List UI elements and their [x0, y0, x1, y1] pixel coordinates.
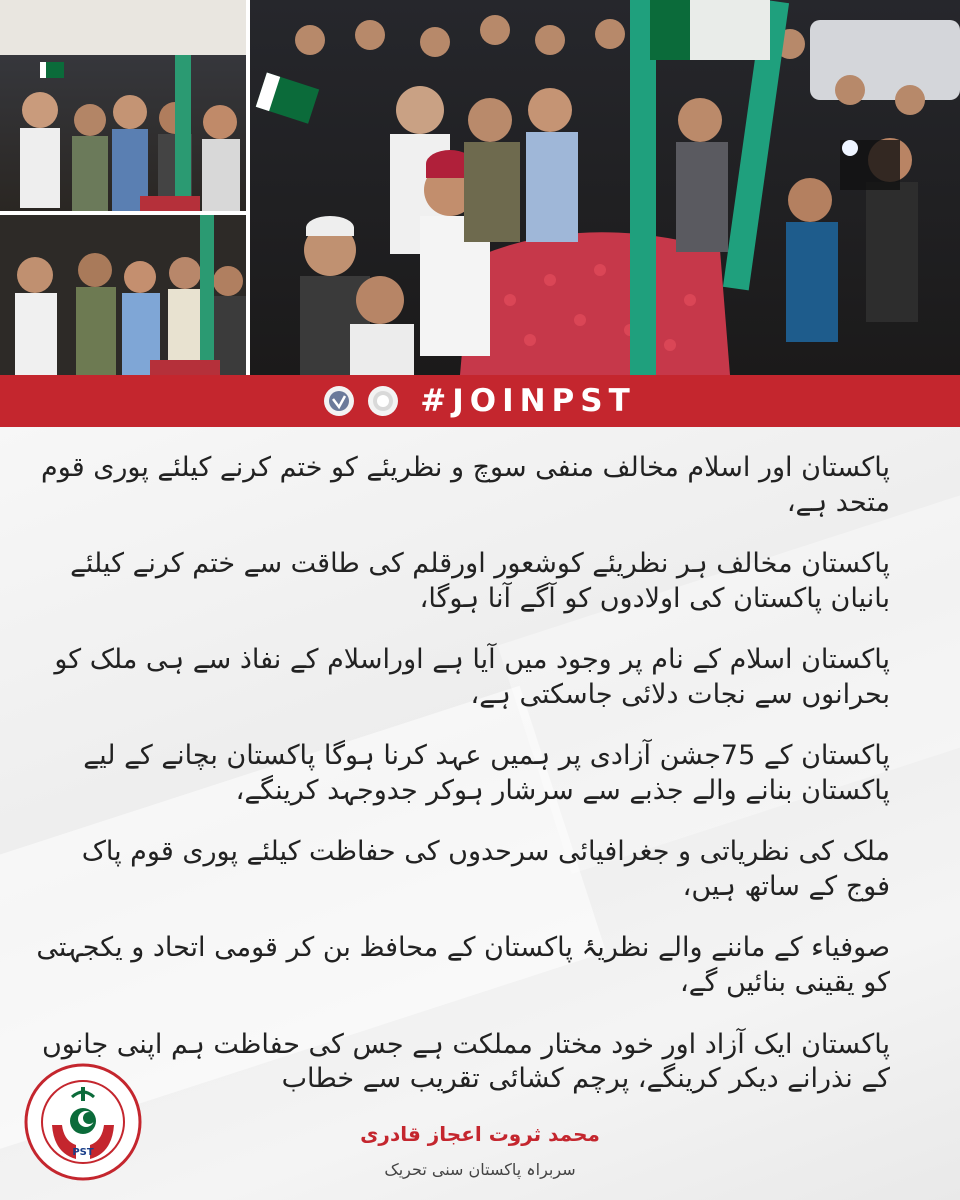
photo-collage: [0, 0, 960, 375]
statement-panel: [0, 427, 960, 1200]
statement-paragraphs: [30, 451, 890, 1124]
rally-photo-main: [250, 0, 960, 375]
join-banner: [0, 375, 960, 427]
statement-paragraph: پاکستان کے 75جشن آزادی پر ہمیں عہد کرنا ہوگا پاکستان بچانے کے لیے پاکستان بنانے والے جذبے سے سرشار ہوکر جدوجہد کرینگے،: [83, 740, 890, 806]
pst-circle-icon: [368, 386, 398, 416]
statement-paragraph: پاکستان ایک آزاد اور خود مختار مملکت ہے جس کی حفاظت ہم اپنی جانوں کے نذرانے دیکر کرینگے، پرچم کشائی تقریب سے خطاب: [41, 1028, 890, 1095]
signatory-name: محمد ثروت اعجاز قادری: [360, 1122, 600, 1146]
statement-paragraph: ملک کی نظریاتی و جغرافیائی سرحدوں کی حفاظت کیلئے پوری قوم پاک فوج کے ساتھ ہیں،: [81, 836, 890, 902]
linked-logo-icon: [324, 386, 354, 416]
statement-paragraph: پاکستان مخالف ہر نظریئے کوشعور اورقلم کی طاقت سے ختم کرنے کیلئے بانیان پاکستان کی اولادوں کو آگے آنا ہوگا،: [70, 548, 890, 614]
pst-logo: [24, 1063, 142, 1181]
signature-block: [300, 1122, 660, 1179]
statement-paragraph: پاکستان اور اسلام مخالف منفی سوچ و نظریئے کو ختم کرنے کیلئے پوری قوم متحد ہے،: [41, 452, 890, 518]
statement-paragraph: صوفیاء کے ماننے والے نظریۂ پاکستان کے محافظ بن کر قومی اتحاد و یکجہتی کو یقینی بنائیں گے،: [36, 932, 890, 999]
logo-abbr: PST: [72, 1147, 94, 1158]
statement-paragraph: پاکستان اسلام کے نام پر وجود میں آیا ہے اوراسلام کے نفاذ سے ہی ملک کو بحرانوں سے نجات دلائی جاسکتی ہے،: [54, 644, 890, 710]
signatory-title: سربراہ پاکستان سنی تحریک: [384, 1160, 576, 1179]
rally-photo-small-top: [0, 0, 250, 215]
join-hashtag[interactable]: #JOINPST: [420, 383, 636, 419]
rally-photo-small-bottom: [0, 215, 250, 375]
